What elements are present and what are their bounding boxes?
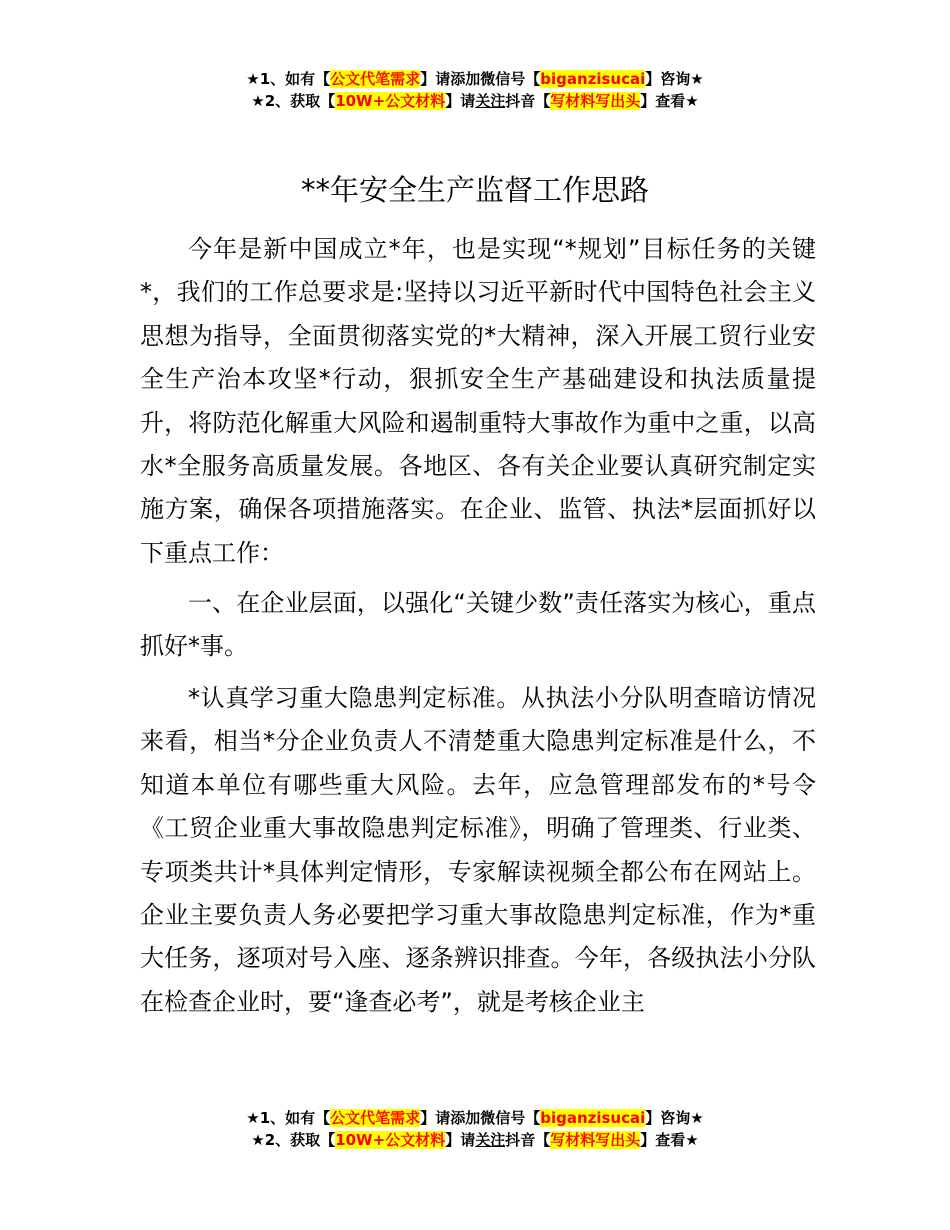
banner-text: ★2、获取【 bbox=[251, 92, 336, 110]
banner-text: 】请添加微信号【 bbox=[420, 1109, 541, 1127]
banner-text: 】咨询★ bbox=[645, 1109, 704, 1127]
banner-text: ★1、如有【 bbox=[246, 1109, 331, 1127]
header-banner bbox=[0, 68, 950, 112]
banner-highlight: 公文代笔需求 bbox=[330, 70, 421, 88]
banner-text: 】查看★ bbox=[640, 92, 699, 110]
banner-line-2 bbox=[0, 1129, 950, 1151]
body-paragraph: 一、在企业层面，以强化“关键少数”责任落实为核心，重点抓好*事。 bbox=[140, 589, 816, 661]
banner-text: 抖音【 bbox=[505, 1131, 551, 1149]
banner-text: 】查看★ bbox=[640, 1131, 699, 1149]
banner-text: ★1、如有【 bbox=[246, 70, 331, 88]
paragraph-block bbox=[140, 677, 816, 1024]
document-title: **年安全生产监督工作思路 bbox=[300, 173, 649, 207]
paragraph-block bbox=[140, 228, 816, 575]
body-paragraph: 今年是新中国成立*年，也是实现“*规划”目标任务的关键*，我们的工作总要求是:坚持以习近平新时代中国特色社会主义思想为指导，全面贯彻落实党的*大精神，深入开展工贸行业安全生产治本攻坚*行动，狠抓安全生产基础建设和执法质量提升，将防范化解重大风险和遏制重特大事故作为重中之重，以高水*全服务高质量发展。各地区、各有关企业要认真研究制定实施方案，确保各项措施落实。在企业、监管、执法*层面抓好以下重点工作： bbox=[140, 235, 816, 567]
banner-highlight: biganzisucai bbox=[540, 1109, 646, 1127]
banner-highlight: 公文代笔需求 bbox=[330, 1109, 421, 1127]
banner-text: 】请添加微信号【 bbox=[420, 70, 541, 88]
banner-line-1 bbox=[0, 1107, 950, 1129]
banner-highlight: 写材料写出头 bbox=[550, 92, 641, 110]
banner-text: 】请 bbox=[445, 92, 476, 110]
footer-banner bbox=[0, 1107, 950, 1151]
paragraph-block bbox=[140, 582, 816, 669]
banner-line-2 bbox=[0, 90, 950, 112]
banner-line-1 bbox=[0, 68, 950, 90]
body-paragraph: *认真学习重大隐患判定标准。从执法小分队明查暗访情况来看，相当*分企业负责人不清楚重大隐患判定标准是什么，不知道本单位有哪些重大风险。去年，应急管理部发布的*号令《工贸企业重大事故隐患判定标准》，明确了管理类、行业类、专项类共计*具体判定情形，专家解读视频全都公布在网站上。企业主要负责人务必要把学习重大事故隐患判定标准，作为*重大任务，逐项对号入座、逐条辨识排查。今年，各级执法小分队在检查企业时，要“逢查必考”，就是考核企业主 bbox=[140, 684, 816, 1016]
banner-text: 】请 bbox=[445, 1131, 476, 1149]
banner-text: ★2、获取【 bbox=[251, 1131, 336, 1149]
banner-highlight: biganzisucai bbox=[540, 70, 646, 88]
banner-highlight: 10W+公文材料 bbox=[335, 92, 446, 110]
banner-text: 抖音【 bbox=[505, 92, 551, 110]
banner-highlight: 写材料写出头 bbox=[550, 1131, 641, 1149]
banner-text: 】咨询★ bbox=[645, 70, 704, 88]
banner-highlight: 10W+公文材料 bbox=[335, 1131, 446, 1149]
banner-underlined-text: 关注 bbox=[475, 92, 506, 110]
banner-underlined-text: 关注 bbox=[475, 1131, 506, 1149]
